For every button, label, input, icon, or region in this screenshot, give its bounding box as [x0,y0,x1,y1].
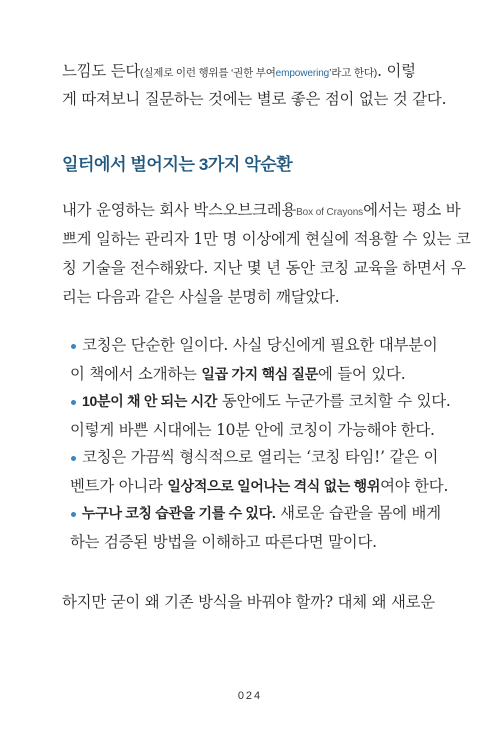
page-number: 024 [237,690,263,702]
paragraph-2-line-1 [62,200,460,223]
english-term: Box of Crayons [296,207,364,218]
bullet-dot-icon [71,344,76,349]
emphasis-text: 10분이 채 안 되는 시간 [82,393,218,409]
parenthetical-note-end: ’라고 한다) [329,67,378,79]
bullet-2-line-1 [82,391,451,411]
bullet-dot-icon [71,400,76,405]
english-term: empowering [275,68,330,79]
section-heading: 일터에서 벌어지는 3가지 악순환 [62,155,293,174]
paragraph-2-line-4: 리는 다음과 같은 사실을 분명히 깨달았다. [62,288,340,306]
paragraph-1-line-1 [62,61,416,84]
bullet-3-line-1: 코칭은 가끔씩 형식적으로 열리는 ‘코칭 타임!’ 같은 이 [82,448,439,466]
bullet-4-line-1 [82,503,441,523]
bullet-dot-icon [71,512,76,517]
text-run: 새로운 습관을 몸에 배게 [275,504,441,522]
paragraph-2-line-2: 쁘게 일하는 관리자 1만 명 이상에게 현실에 적용할 수 있는 코 [62,230,471,248]
bullet-3-line-2 [70,476,448,496]
text-run: 에서는 평소 바 [363,201,461,219]
text-run: 이 책에서 소개하는 [70,365,202,383]
paragraph-1-line-2: 게 따져보니 질문하는 것에는 별로 좋은 점이 없는 것 같다. [62,90,447,108]
bullet-dot-icon [71,456,76,461]
text-run: 동안에도 누군가를 코치할 수 있다. [217,392,451,410]
parenthetical-note: (실제로 이런 행위를 ‘권한 부여 [140,67,276,79]
bullet-2-line-2: 이렇게 바쁜 시대에는 10분 안에 코칭이 가능해야 한다. [70,421,435,439]
emphasis-text: 일상적으로 일어나는 격식 없는 행위 [167,478,381,494]
paragraph-3-line-1: 하지만 굳이 왜 기존 방식을 바꿔야 할까? 대체 왜 새로운 [62,593,435,611]
emphasis-text: 일곱 가지 핵심 질문 [201,366,318,382]
bullet-1-line-2 [70,364,405,384]
text-run: . 이렇 [377,62,416,80]
text-run: 에 들어 있다. [317,365,406,383]
paragraph-2-line-3: 칭 기술을 전수해왔다. 지난 몇 년 동안 코칭 교육을 하면서 우 [62,259,466,277]
emphasis-text: 누구나 코칭 습관을 기를 수 있다. [82,505,276,521]
text-run: 느낌도 든다 [62,62,141,80]
bullet-1-line-1: 코칭은 단순한 일이다. 사실 당신에게 필요한 대부분이 [82,336,438,354]
text-run: 내가 운영하는 회사 박스오브크레용 [62,201,297,219]
text-run: 벤트가 아니라 [70,477,168,495]
bullet-4-line-2: 하는 검증된 방법을 이해하고 따른다면 말이다. [70,533,377,551]
text-run: 여야 한다. [380,477,449,495]
